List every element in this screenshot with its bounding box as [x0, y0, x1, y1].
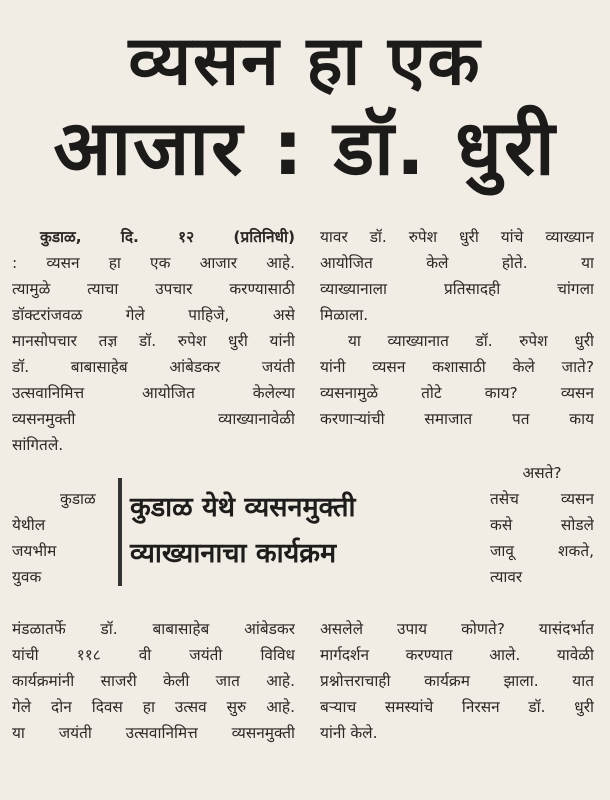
body-line: व्यसनमुक्ती व्याख्यानावेळी: [12, 410, 295, 428]
body-line: सांगितले.: [12, 436, 64, 454]
body-line: या व्याख्यानात डॉ. रुपेश धुरी: [348, 332, 594, 350]
body-line: मार्गदर्शन करण्यात आले. यावेळी: [320, 646, 594, 664]
left-column-side: [12, 486, 110, 590]
body-line: तसेच व्यसन: [490, 490, 594, 508]
body-line: यांनी केले.: [320, 724, 378, 742]
body-line: मानसोपचार तज्ञ डॉ. रुपेश धुरी यांनी: [12, 332, 295, 350]
body-line: मंडळातर्फे डॉ. बाबासाहेब आंबेडकर: [12, 620, 295, 638]
left-column-top: [12, 224, 295, 458]
body-line: कसे सोडले: [490, 516, 594, 534]
body-line: : व्यसन हा एक आजार आहे.: [12, 254, 295, 272]
headline-line-2: आजार : डॉ. धुरी: [53, 103, 557, 192]
body-line: करणाऱ्यांची समाजात पत काय: [320, 410, 594, 428]
body-line: येथील: [12, 516, 46, 534]
right-column-side: [490, 460, 594, 590]
body-line: प्रश्नोत्तराचाही कार्यक्रम झाला. यात: [320, 672, 594, 690]
body-line: गेले दोन दिवस हा उत्सव सुरु आहे.: [12, 698, 295, 716]
body-line: त्यावर: [490, 568, 523, 586]
subheading-box: [118, 478, 484, 586]
body-line: युवक: [12, 568, 42, 586]
body-line: असते?: [522, 464, 562, 482]
body-line: डॉ. बाबासाहेब आंबेडकर जयंती: [12, 358, 295, 376]
dateline: कुडाळ, दि. १२ (प्रतिनिधी): [40, 228, 295, 246]
body-line: यांनी व्यसन कशासाठी केले जाते?: [320, 358, 594, 376]
body-line: कुडाळ: [60, 490, 96, 508]
body-line: मिळाला.: [320, 306, 369, 324]
subheading-line-2: व्याख्यानाचा कार्यक्रम: [130, 538, 337, 569]
body-line: कार्यक्रमांनी साजरी केली जात आहे.: [12, 672, 295, 690]
body-line: यांची ११८ वी जयंती विविध: [12, 646, 295, 664]
body-line: डॉक्टरांजवळ गेले पाहिजे, असे: [12, 306, 295, 324]
body-line: जयभीम: [12, 542, 57, 560]
body-line: यावर डॉ. रुपेश धुरी यांचे व्याख्यान: [320, 228, 594, 246]
subheading-line-1: कुडाळ येथे व्यसनमुक्ती: [130, 492, 356, 523]
right-column-top: [320, 224, 594, 432]
body-line: त्यामुळे त्याचा उपचार करण्यासाठी: [12, 280, 295, 298]
body-line: व्याख्यानाला प्रतिसादही चांगला: [320, 280, 594, 298]
left-column-bottom: [12, 616, 295, 746]
body-line: व्यसनामुळे तोटे काय? व्यसन: [320, 384, 594, 402]
body-line: आयोजित केले होते. या: [320, 254, 594, 272]
headline-line-1: व्यसन हा एक: [128, 22, 482, 101]
right-column-bottom: [320, 616, 594, 746]
body-line: बऱ्याच समस्यांचे निरसन डॉ. धुरी: [320, 698, 594, 716]
body-line: या जयंती उत्सवानिमित्त व्यसनमुक्ती: [12, 724, 295, 742]
body-line: असलेले उपाय कोणते? यासंदर्भात: [320, 620, 594, 638]
body-line: जावू शकते,: [490, 542, 594, 560]
body-line: उत्सवानिमित्त आयोजित केलेल्या: [12, 384, 295, 402]
